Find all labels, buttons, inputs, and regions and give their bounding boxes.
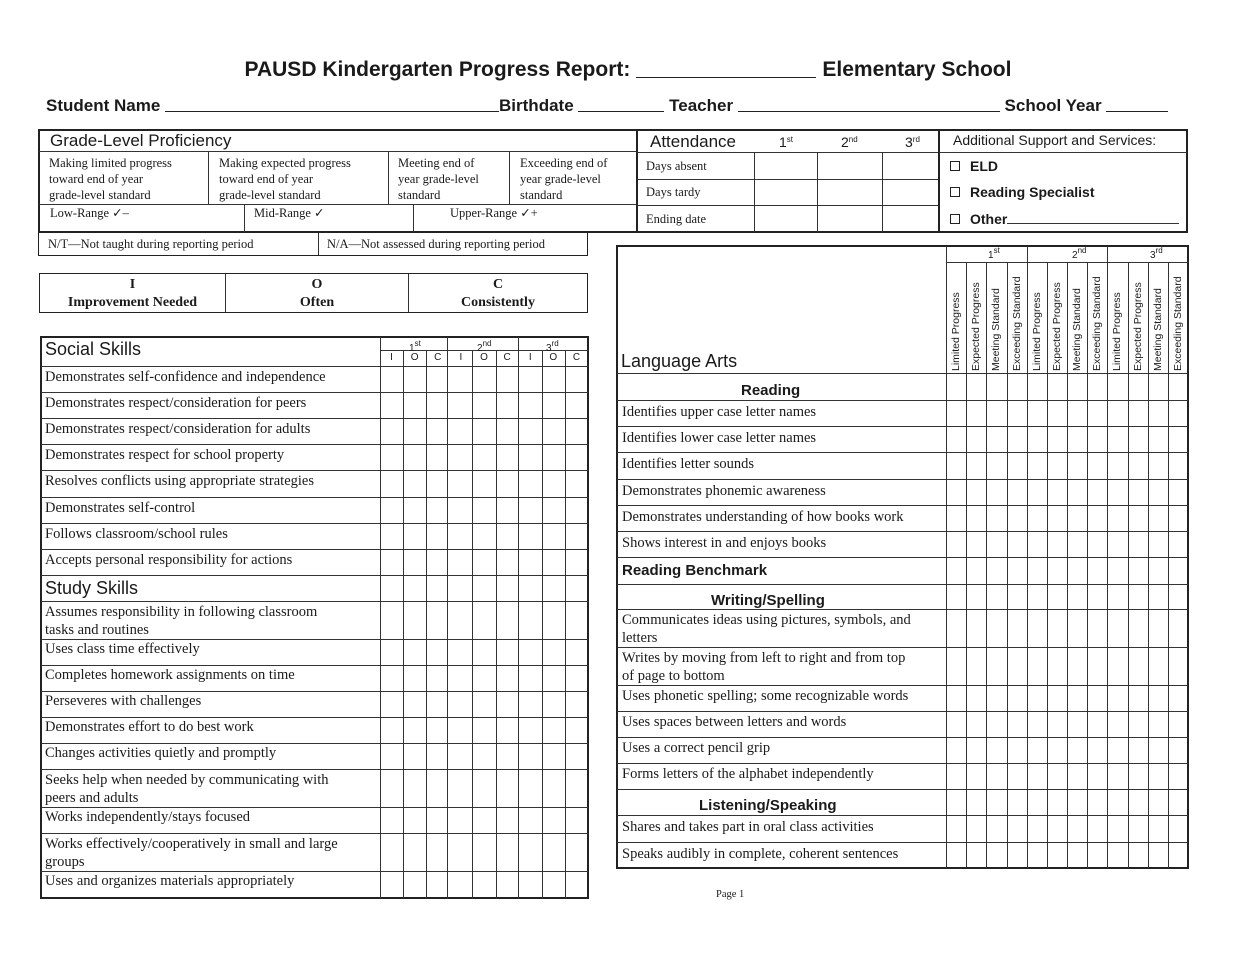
grid-line xyxy=(617,789,1188,790)
study-skill-line: Completes homework assignments on time xyxy=(45,667,295,683)
grid-line xyxy=(380,337,381,899)
la-t1: 1st xyxy=(988,246,1000,261)
grid-line xyxy=(617,531,1188,532)
support-reading-specialist[interactable]: Reading Specialist xyxy=(950,184,1094,200)
support-other[interactable]: Other xyxy=(950,211,1179,227)
grid-line xyxy=(617,426,1188,427)
page-number: Page 1 xyxy=(716,889,745,900)
la-column-header: Meeting Standard xyxy=(1071,288,1083,371)
la-column-header: Exceeding Standard xyxy=(1171,276,1184,371)
grid-line xyxy=(617,815,1188,816)
study-skill-line: Works independently/stays focused xyxy=(45,809,251,825)
writing-item xyxy=(622,765,874,783)
grid-line xyxy=(565,350,566,899)
grid-line xyxy=(1047,262,1048,868)
reading-item: Identifies upper case letter names xyxy=(622,404,817,420)
title-left: PAUSD Kindergarten Progress Report: xyxy=(244,58,631,81)
grid-line xyxy=(1168,262,1169,868)
study-skill-item xyxy=(45,745,276,762)
mid-range-label: Mid-Range ✓ xyxy=(254,206,325,220)
grid-line xyxy=(617,505,1188,506)
study-skill-line: Changes activities quietly and promptly xyxy=(45,745,277,761)
grid-line xyxy=(617,584,1188,585)
study-skill-line: Uses and organizes materials appropriately xyxy=(45,873,295,889)
la-column-header: Limited Progress xyxy=(1111,292,1124,371)
grid-line xyxy=(617,373,1188,374)
study-skill-line: Perseveres with challenges xyxy=(45,693,202,709)
writing-item xyxy=(622,611,911,647)
social-t1: 1st xyxy=(409,339,421,354)
ioc-subheader-cell: O xyxy=(480,352,488,363)
la-column-header: Exceeding Standard xyxy=(1091,276,1104,371)
writing-line: Forms letters of the alphabet independently xyxy=(622,766,874,782)
ioc-subheader-cell: C xyxy=(503,352,511,363)
reading-title: Reading xyxy=(741,382,801,399)
reading-item: Shows interest in and enjoys books xyxy=(622,535,827,551)
grid-line xyxy=(617,737,1188,738)
teacher-label: Teacher xyxy=(669,96,734,115)
grid-line xyxy=(41,833,588,834)
grid-line xyxy=(617,685,1188,686)
social-skill-item: Demonstrates self-confidence and independence xyxy=(45,369,326,385)
study-skill-item xyxy=(45,641,200,658)
checkbox-icon[interactable] xyxy=(950,187,960,197)
ioc-subheader-cell: C xyxy=(572,352,581,363)
grid-line xyxy=(403,350,404,899)
grid-line xyxy=(617,479,1188,480)
proficiency-expected: Making expected progress toward end of year grade-level standard xyxy=(219,156,351,202)
attendance-t2: 2nd xyxy=(841,134,858,150)
study-skill-item xyxy=(45,667,295,684)
social-skill-item: Demonstrates respect/consideration for peers xyxy=(45,395,307,412)
grid-line xyxy=(617,763,1188,764)
grid-line xyxy=(617,452,1188,453)
proficiency-title: Grade-Level Proficiency xyxy=(50,131,232,150)
title-right: Elementary School xyxy=(822,58,1012,81)
ioc-subheader-cell: C xyxy=(434,352,442,363)
listening-item: Speaks audibly in complete, coherent sentences xyxy=(622,845,899,862)
birthdate-field[interactable] xyxy=(578,96,664,112)
study-skill-line: peers and adults xyxy=(45,790,139,806)
reading-item: Demonstrates phonemic awareness xyxy=(622,482,826,499)
study-skill-item xyxy=(45,693,201,710)
grid-line xyxy=(1007,262,1008,868)
ioc-subheader-cell: I xyxy=(390,352,393,363)
grid-line xyxy=(617,609,1188,610)
writing-line: Uses a correct pencil grip xyxy=(622,740,771,756)
school-name-field[interactable] xyxy=(636,59,816,78)
reading-benchmark: Reading Benchmark xyxy=(622,562,768,579)
reading-item: Identifies lower case letter names xyxy=(622,430,817,447)
grid-line xyxy=(41,743,588,744)
writing-line: Uses phonetic spelling; some recognizable words xyxy=(622,688,909,704)
grid-line xyxy=(617,647,1188,648)
teacher-field[interactable] xyxy=(738,96,1000,112)
support-title: Additional Support and Services: xyxy=(953,132,1157,148)
study-skill-line: Assumes responsibility in following classroom xyxy=(45,604,318,620)
study-skill-line: Seeks help when needed by communicating with xyxy=(45,772,329,788)
social-skill-item: Resolves conflicts using appropriate strategies xyxy=(45,473,314,490)
study-skill-line: Demonstrates effort to do best work xyxy=(45,719,254,735)
grid-line xyxy=(41,549,588,550)
grid-line xyxy=(41,444,588,445)
attendance-t1: 1st xyxy=(779,134,794,150)
social-t3: 3rd xyxy=(546,339,559,354)
social-skill-item: Demonstrates respect/consideration for adults xyxy=(45,421,311,438)
proficiency-meeting: Meeting end of year grade-level standard xyxy=(398,156,479,202)
writing-line: Communicates ideas using pictures, symbols, and xyxy=(622,612,911,628)
writing-line: Writes by moving from left to right and from top xyxy=(622,650,906,666)
na-label: N/A—Not assessed during reporting period xyxy=(327,237,546,251)
reading-item: Identifies letter sounds xyxy=(622,456,755,473)
study-skill-item xyxy=(45,873,294,890)
grid-line xyxy=(41,366,588,367)
ioc-subheader-cell: I xyxy=(528,352,532,363)
legend-improvement: I Improvement Needed xyxy=(67,277,198,310)
grid-line xyxy=(617,842,1188,843)
other-field[interactable] xyxy=(1007,211,1179,224)
ioc-subheader-cell: O xyxy=(410,352,419,363)
grid-line xyxy=(542,350,543,899)
social-t2: 2nd xyxy=(477,339,492,354)
checkbox-icon[interactable] xyxy=(950,214,960,224)
nt-label: N/T—Not taught during reporting period xyxy=(48,237,254,251)
birthdate-label: Birthdate xyxy=(499,96,574,115)
la-column-header: Limited Progress xyxy=(1030,292,1043,371)
grid-line xyxy=(41,418,588,419)
grid-line xyxy=(496,350,497,899)
la-column-header: Meeting Standard xyxy=(990,288,1003,371)
grid-line xyxy=(617,400,1188,401)
la-column-header: Meeting Standard xyxy=(1151,288,1164,371)
grid-line xyxy=(41,665,588,666)
writing-item xyxy=(622,713,846,731)
grid-line xyxy=(518,337,519,899)
grid-line xyxy=(447,337,448,899)
grid-line xyxy=(966,262,967,868)
study-skill-item xyxy=(45,809,250,826)
grid-line xyxy=(617,557,1188,558)
study-skills-title: Study Skills xyxy=(45,578,139,598)
grid-line xyxy=(41,871,588,872)
grid-line xyxy=(41,691,588,692)
legend-often: O Often xyxy=(299,277,335,310)
grid-line xyxy=(426,350,427,899)
la-t3: 3rd xyxy=(1150,246,1163,261)
study-skill-item xyxy=(45,771,329,807)
study-skill-item xyxy=(45,603,317,639)
proficiency-limited: Making limited progress toward end of year grade-level standard xyxy=(49,156,172,202)
social-skill-item: Follows classroom/school rules xyxy=(45,525,228,542)
support-eld[interactable]: ELD xyxy=(950,158,998,174)
la-column-header: Expected Progress xyxy=(1050,282,1063,371)
attendance-t3: 3rd xyxy=(905,134,920,150)
listening-title: Listening/Speaking xyxy=(699,797,837,814)
checkbox-icon[interactable] xyxy=(950,161,960,171)
grid-line xyxy=(1128,262,1129,868)
grid-line xyxy=(1087,262,1088,868)
writing-title: Writing/Spelling xyxy=(711,592,825,609)
grid-line xyxy=(41,769,588,770)
grid-line xyxy=(41,575,588,576)
listening-item: Shares and takes part in oral class activities xyxy=(622,819,874,835)
study-skill-line: tasks and routines xyxy=(45,622,149,638)
grid-line xyxy=(41,639,588,640)
student-name-label: Student Name xyxy=(46,96,161,115)
days-tardy-label: Days tardy xyxy=(646,185,701,199)
la-column-header: Exceeding Standard xyxy=(1010,276,1023,371)
la-column-header: Expected Progress xyxy=(970,282,983,371)
attendance-title: Attendance xyxy=(650,132,737,151)
grid-line xyxy=(41,497,588,498)
legend-consistently: C Consistently xyxy=(461,277,535,310)
grid-line xyxy=(41,392,588,393)
header-fields xyxy=(46,96,1168,116)
upper-range-label: Upper-Range ✓+ xyxy=(450,206,538,220)
reading-item: Demonstrates understanding of how books work xyxy=(622,508,904,525)
la-column-header: Expected Progress xyxy=(1131,282,1144,371)
ioc-subheader-cell: O xyxy=(549,352,558,363)
study-skill-item xyxy=(45,719,254,736)
study-skill-line: groups xyxy=(45,854,85,870)
social-skill-item: Demonstrates self-control xyxy=(45,499,196,516)
student-name-field[interactable] xyxy=(165,96,499,112)
grid-line xyxy=(41,523,588,524)
social-skills-title: Social Skills xyxy=(45,339,142,359)
study-skill-line: Works effectively/cooperatively in small and large xyxy=(45,836,338,852)
grid-line xyxy=(41,717,588,718)
grid-line xyxy=(1067,262,1068,868)
ending-date-label: Ending date xyxy=(646,212,707,226)
social-skill-item: Accepts personal responsibility for actions xyxy=(45,551,293,568)
days-absent-label: Days absent xyxy=(646,159,707,173)
grid-line xyxy=(41,807,588,808)
social-skill-item: Demonstrates respect for school property xyxy=(45,447,285,464)
writing-item xyxy=(622,649,905,685)
la-column-header: Limited Progress xyxy=(950,292,962,371)
study-skill-item xyxy=(45,835,338,871)
grid-line xyxy=(617,711,1188,712)
proficiency-exceeding: Exceeding end of year grade-level standard xyxy=(520,156,608,202)
grid-line xyxy=(472,350,473,899)
ioc-subheader-cell: I xyxy=(459,352,463,363)
writing-line: letters xyxy=(622,630,658,646)
grid-line xyxy=(986,262,987,868)
writing-item xyxy=(622,687,908,705)
study-skill-line: Uses class time effectively xyxy=(45,641,200,657)
writing-line: of page to bottom xyxy=(622,668,725,684)
grid-line xyxy=(41,470,588,471)
writing-line: Uses spaces between letters and words xyxy=(622,714,847,730)
school-year-label: School Year xyxy=(1004,96,1102,115)
school-year-field[interactable] xyxy=(1106,96,1168,112)
grid-line xyxy=(1148,262,1149,868)
grid-line xyxy=(41,601,588,602)
page-title xyxy=(0,58,1256,82)
la-t2: 2nd xyxy=(1072,246,1087,261)
language-arts-title: Language Arts xyxy=(621,351,738,371)
writing-item xyxy=(622,739,770,757)
low-range-label: Low-Range ✓– xyxy=(50,206,129,220)
